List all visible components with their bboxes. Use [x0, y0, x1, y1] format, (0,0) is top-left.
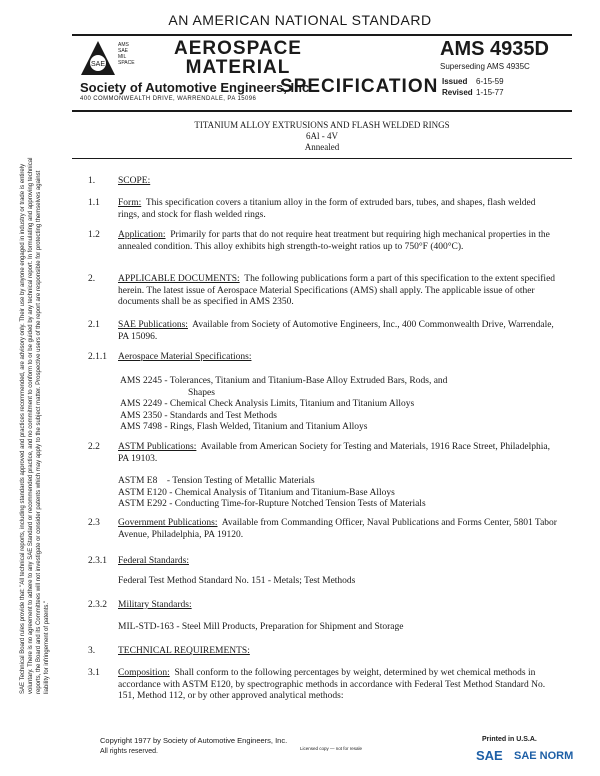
section-text: This specification covers a titanium alloy in the form of extruded bars, tubes, and shapes, flash welded rings, and stock for flash welded rings. — [118, 198, 536, 220]
subtitle-divider — [72, 158, 572, 159]
section-2-1-1 — [88, 352, 558, 364]
section-label: APPLICABLE DOCUMENTS: — [118, 274, 240, 284]
title-material: MATERIAL — [185, 57, 291, 78]
subtitle-line-2: 6Al - 4V — [306, 131, 338, 141]
subtitle-line-3: Annealed — [304, 142, 340, 152]
organization-name: Society of Automotive Engineers, Inc. — [80, 80, 313, 95]
ams-reference-list — [120, 376, 560, 434]
section-number: 1. — [88, 176, 96, 186]
list-item: ASTM E292 - Conducting Time-for-Rupture Notched Tension Tests of Materials — [118, 499, 426, 509]
section-1 — [88, 176, 558, 188]
svg-text:SAE: SAE — [90, 61, 106, 68]
list-item: AMS 7498 - Rings, Flash Welded, Titanium and Titanium Alloys — [120, 422, 368, 432]
section-1-2 — [88, 230, 558, 253]
section-label: ASTM Publications: — [118, 442, 197, 452]
list-item: AMS 2249 - Chemical Check Analysis Limits, Titanium and Titanium Alloys — [120, 399, 415, 409]
list-item: AMS 2245 - Tolerances, Titanium and Titanium-Base Alloy Extruded Bars, Rods, and — [120, 376, 448, 386]
list-item: ASTM E8 - Tension Testing of Metallic Materials — [118, 476, 315, 486]
federal-standard-entry: Federal Test Method Standard No. 151 - Metals; Test Methods — [118, 576, 356, 586]
section-3-1 — [88, 668, 558, 703]
section-number: 2.3.1 — [88, 556, 107, 566]
section-number: 2.3.2 — [88, 600, 107, 610]
title-specification: SPECIFICATION — [280, 76, 439, 97]
document-subtitle — [72, 120, 572, 153]
logo-line: SAE — [118, 48, 129, 54]
section-number: 1.1 — [88, 198, 100, 208]
section-text: Primarily for parts that do not require heat treatment but requiring high mechanical properties in the annealed condition. This alloy exhibits high strength-to-weight ratios up to 750°F (400°C). — [118, 230, 550, 252]
section-number: 2.3 — [88, 518, 100, 528]
section-label: Composition: — [118, 668, 170, 678]
revised-date: 1-15-77 — [476, 88, 504, 97]
title-aerospace: AEROSPACE — [174, 38, 302, 59]
subtitle-line-1: TITANIUM ALLOY EXTRUSIONS AND FLASH WELDED RINGS — [194, 120, 450, 130]
section-2-3-1 — [88, 556, 558, 568]
revised-label: Revised — [442, 88, 473, 97]
logo-line: MIL — [118, 54, 127, 60]
section-label: Form: — [118, 198, 142, 208]
section-2-3-2 — [88, 600, 558, 612]
astm-reference-list — [118, 476, 558, 511]
list-item: ASTM E120 - Chemical Analysis of Titanium and Titanium-Base Alloys — [118, 487, 395, 498]
section-number: 3.1 — [88, 668, 100, 678]
logo-line: SPACE — [118, 60, 135, 66]
section-2-2 — [88, 442, 558, 465]
section-number: 1.2 — [88, 230, 100, 240]
section-text: Shall conform to the following percentages by weight, determined by wet chemical methods in accordance with ASTM E120, by spectrographic methods in accordance with Federal Test Method Standard No. 151, Method 112, or by other approved analytical methods: — [118, 668, 546, 701]
issued-label: Issued — [442, 77, 468, 86]
list-item: Shapes — [188, 387, 215, 398]
section-heading: SCOPE: — [118, 176, 151, 186]
document-number: AMS 4935D — [440, 38, 549, 60]
section-number: 2.1 — [88, 320, 100, 330]
sae-logo-icon — [80, 40, 116, 76]
licensed-copy-note: Licensed copy — not for resale — [300, 746, 363, 751]
section-label: Federal Standards: — [118, 556, 189, 566]
copyright-notice: Copyright 1977 by Society of Automotive Engineers, Inc. — [100, 736, 288, 745]
rights-notice: All rights reserved. — [100, 748, 158, 755]
section-2-3 — [88, 518, 558, 541]
issued-date: 6-15-59 — [476, 77, 504, 86]
section-1-1 — [88, 198, 558, 221]
section-label: Government Publications: — [118, 518, 218, 528]
list-item: AMS 2350 - Standards and Test Methods — [120, 410, 277, 421]
section-text: Available from Society of Automotive Engineers, Inc., 400 Commonwealth Drive, Warrendale, PA 15096. — [118, 320, 554, 342]
section-heading: TECHNICAL REQUIREMENTS: — [118, 646, 250, 656]
section-2-1 — [88, 320, 558, 343]
section-text: The following publications form a part of this specification to the extent specified herein. The latest issue of Aerospace Material Specifications (AMS) shall apply. The applicable issue of other documents shall be as specified in AMS 2350. — [118, 274, 556, 307]
section-text: Available from Commanding Officer, Naval Publications and Forms Center, 5801 Tabor Avenue, Philadelphia, PA 19120. — [118, 518, 557, 540]
supersedes-note: Superseding AMS 4935C — [440, 62, 530, 71]
section-number: 2. — [88, 274, 96, 284]
section-2 — [88, 274, 558, 309]
sae-technical-board-note: SAE Technical Board rules provide that: "All technical reports, including standards approved and practices recommended, are advisory only. Their use by anyone engaged in industry or trade is entirely voluntary. There is no agreement to adhere to any SAE Standard or recommended practice, and no commitment to conform to or be guided by any technical report. In formulating and approving technical reports, the Board and its Committees will not investigate or consider patents which may apply to the subject matter. Prospective users of the report are responsible for protecting themselves against liability for infringement of patents." — [20, 157, 50, 694]
national-standard-banner: AN AMERICAN NATIONAL STANDARD — [168, 12, 432, 28]
section-number: 3. — [88, 646, 96, 656]
section-label: Military Standards: — [118, 600, 192, 610]
section-label: SAE Publications: — [118, 320, 188, 330]
section-number: 2.2 — [88, 442, 100, 452]
logo-caption — [118, 42, 136, 66]
sae-norm-logo: SAE — [476, 748, 503, 763]
section-label: Application: — [118, 230, 166, 240]
printed-in-usa: Printed in U.S.A. — [482, 736, 537, 743]
section-label: Aerospace Material Specifications: — [118, 352, 252, 362]
organization-address: 400 COMMONWEALTH DRIVE, WARRENDALE, PA 15096 — [80, 96, 257, 102]
section-3 — [88, 646, 558, 658]
section-number: 2.1.1 — [88, 352, 107, 362]
sae-norm-label: SAE NORM — [514, 750, 574, 762]
issue-dates — [442, 76, 504, 98]
military-standard-entry: MIL-STD-163 - Steel Mill Products, Preparation for Shipment and Storage — [118, 622, 404, 632]
section-text: Available from American Society for Testing and Materials, 1916 Race Street, Philadelphia, PA 19103. — [118, 442, 550, 464]
logo-line: AMS — [118, 42, 129, 48]
